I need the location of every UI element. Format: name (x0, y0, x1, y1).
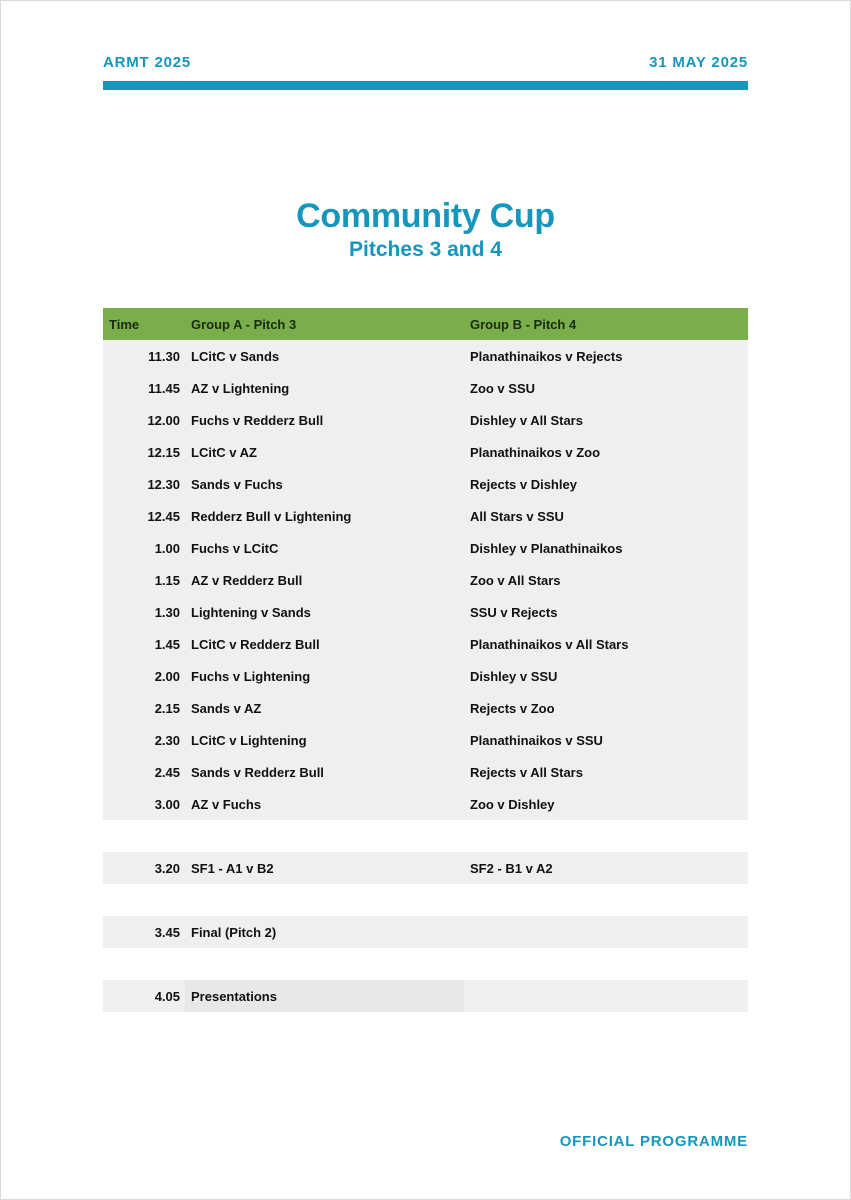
spacer-row (103, 948, 748, 980)
fixture-time: 3.45 (103, 916, 185, 948)
fixture-time (103, 884, 185, 916)
fixture-group-a: LCitC v Redderz Bull (185, 628, 464, 660)
fixture-group-b: Rejects v Dishley (464, 468, 748, 500)
fixture-group-a: SF1 - A1 v B2 (185, 852, 464, 884)
table-row (103, 564, 748, 596)
fixture-group-a: Presentations (185, 980, 464, 1012)
fixture-time: 2.00 (103, 660, 185, 692)
page-title: Community Cup (296, 197, 555, 235)
fixture-time (103, 820, 185, 852)
fixture-group-a: Fuchs v Lightening (185, 660, 464, 692)
table-row (103, 788, 748, 820)
column-header-time: Time (103, 308, 185, 340)
fixture-group-b (464, 884, 748, 916)
fixture-group-a: Final (Pitch 2) (185, 916, 464, 948)
column-header-group-a: Group A - Pitch 3 (185, 308, 464, 340)
fixture-group-a: Sands v Fuchs (185, 468, 464, 500)
fixture-group-b: Planathinaikos v All Stars (464, 628, 748, 660)
fixture-group-a (185, 884, 464, 916)
fixture-group-a: Fuchs v Redderz Bull (185, 404, 464, 436)
table-row (103, 724, 748, 756)
table-row (103, 468, 748, 500)
fixture-group-b: Dishley v SSU (464, 660, 748, 692)
page-subtitle: Pitches 3 and 4 (349, 238, 502, 261)
fixture-group-a: Lightening v Sands (185, 596, 464, 628)
fixture-group-b (464, 980, 748, 1012)
fixture-time: 2.30 (103, 724, 185, 756)
table-row (103, 532, 748, 564)
header-rule (103, 81, 748, 90)
fixture-time: 1.30 (103, 596, 185, 628)
fixture-time: 1.00 (103, 532, 185, 564)
fixture-group-b: Zoo v SSU (464, 372, 748, 404)
fixture-group-a: Redderz Bull v Lightening (185, 500, 464, 532)
fixture-group-a: LCitC v Lightening (185, 724, 464, 756)
table-row (103, 628, 748, 660)
fixture-group-a: LCitC v Sands (185, 340, 464, 372)
spacer-row (103, 884, 748, 916)
table-row (103, 500, 748, 532)
fixture-group-a: Sands v AZ (185, 692, 464, 724)
fixture-group-b: Planathinaikos v SSU (464, 724, 748, 756)
fixture-group-b: Zoo v Dishley (464, 788, 748, 820)
spacer-row (103, 820, 748, 852)
table-header-row (103, 308, 748, 340)
fixture-time: 2.45 (103, 756, 185, 788)
table-row (103, 756, 748, 788)
fixtures-table (103, 308, 748, 1012)
fixture-time: 12.00 (103, 404, 185, 436)
fixture-group-a: AZ v Redderz Bull (185, 564, 464, 596)
fixture-group-a: Sands v Redderz Bull (185, 756, 464, 788)
fixture-group-b (464, 916, 748, 948)
fixture-group-b (464, 948, 748, 980)
fixture-group-b (464, 820, 748, 852)
fixture-group-b: SF2 - B1 v A2 (464, 852, 748, 884)
fixture-group-b: Rejects v Zoo (464, 692, 748, 724)
fixture-time: 12.30 (103, 468, 185, 500)
table-row (103, 660, 748, 692)
table-row (103, 692, 748, 724)
table-row (103, 852, 748, 884)
fixture-time: 11.30 (103, 340, 185, 372)
fixture-time: 4.05 (103, 980, 185, 1012)
fixture-group-a: AZ v Lightening (185, 372, 464, 404)
fixture-time: 3.00 (103, 788, 185, 820)
table-row (103, 436, 748, 468)
fixture-group-b: Dishley v All Stars (464, 404, 748, 436)
table-row (103, 340, 748, 372)
fixture-group-b: Planathinaikos v Zoo (464, 436, 748, 468)
table-row (103, 916, 748, 948)
fixture-group-b: All Stars v SSU (464, 500, 748, 532)
fixture-group-a: LCitC v AZ (185, 436, 464, 468)
event-date: 31 MAY 2025 (649, 54, 748, 71)
footer-label: OFFICIAL PROGRAMME (559, 1133, 748, 1150)
table-row (103, 372, 748, 404)
fixture-time: 1.45 (103, 628, 185, 660)
column-header-group-b: Group B - Pitch 4 (464, 308, 748, 340)
fixture-group-a (185, 820, 464, 852)
table-row (103, 980, 748, 1012)
fixture-time: 3.20 (103, 852, 185, 884)
fixture-group-b: Dishley v Planathinaikos (464, 532, 748, 564)
fixture-group-b: Zoo v All Stars (464, 564, 748, 596)
fixture-time: 12.15 (103, 436, 185, 468)
fixture-time: 2.15 (103, 692, 185, 724)
table-row (103, 404, 748, 436)
fixture-group-b: SSU v Rejects (464, 596, 748, 628)
fixture-group-a: AZ v Fuchs (185, 788, 464, 820)
fixture-group-b: Planathinaikos v Rejects (464, 340, 748, 372)
event-name: ARMT 2025 (103, 54, 192, 71)
fixture-group-a: Fuchs v LCitC (185, 532, 464, 564)
fixture-time (103, 948, 185, 980)
table-row (103, 596, 748, 628)
fixture-group-b: Rejects v All Stars (464, 756, 748, 788)
fixture-time: 12.45 (103, 500, 185, 532)
fixture-time: 11.45 (103, 372, 185, 404)
fixture-group-a (185, 948, 464, 980)
fixture-time: 1.15 (103, 564, 185, 596)
